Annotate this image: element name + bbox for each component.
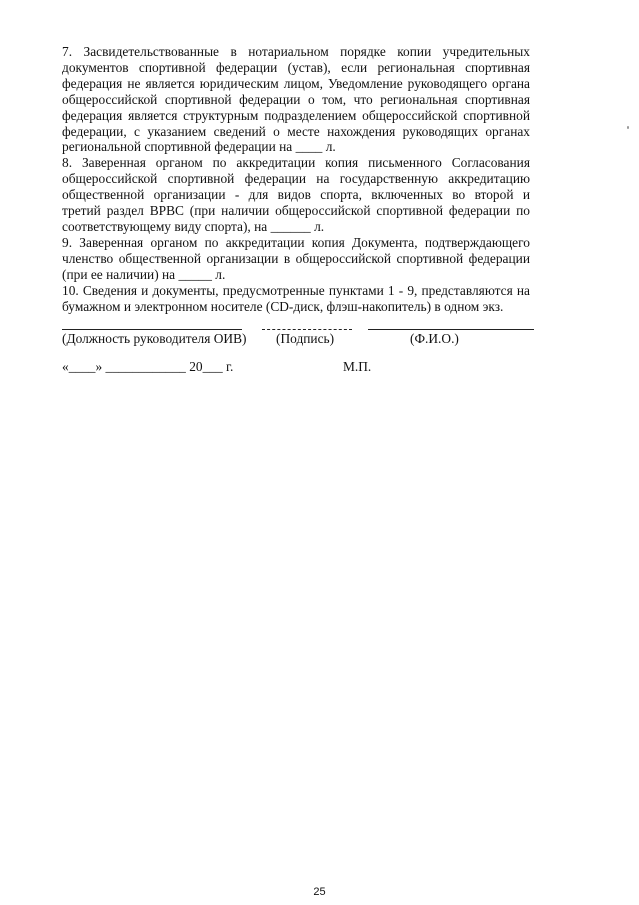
paragraph-10: [62, 283, 530, 315]
paragraph-line: общероссийской спортивной федерации на государственную аккредитацию: [62, 171, 530, 187]
paragraph-line: федерации, с указанием сведений о месте нахождения руководящих органах: [62, 123, 530, 139]
date-line: «____» ____________ 20___ г.: [62, 359, 234, 374]
paragraph-line: бумажном и электронном носителе (CD-диск, флэш-накопитель) в одном экз.: [62, 298, 504, 314]
position-signature-rule: [62, 329, 242, 330]
paragraph-line: федерация является структурным подразделением общероссийской спортивной: [62, 107, 530, 123]
paragraph-line: соответствующему виду спорта), на ______ л.: [62, 218, 325, 234]
paragraph-line: (при ее наличии) на _____ л.: [62, 266, 226, 282]
name-signature-rule: [368, 329, 534, 330]
signature-label: (Подпись): [276, 331, 335, 346]
paragraph-line: документов спортивной федерации (устав), если региональная спортивная: [62, 59, 530, 75]
name-label: (Ф.И.О.): [410, 331, 459, 346]
paragraph-line: 10. Сведения и документы, предусмотренные пунктами 1 - 9, представляются на: [62, 282, 530, 298]
paragraph-line: 9. Заверенная органом по аккредитации копия Документа, подтверждающего: [62, 234, 530, 250]
paragraph-line: федерация не является юридическим лицом, Уведомление руководящего органа: [62, 75, 530, 91]
paragraph-line: членство общественной организации в общероссийской спортивной федерации: [62, 250, 530, 266]
paragraph-9: [62, 235, 530, 283]
paragraph-line: 8. Заверенная органом по аккредитации копия письменного Согласования: [62, 155, 530, 171]
position-label: (Должность руководителя ОИВ): [62, 331, 247, 346]
paragraph-8: [62, 155, 530, 235]
signature-rule: [262, 329, 352, 330]
page-number: 25: [313, 886, 326, 898]
paragraph-7: [62, 44, 530, 155]
document-body: [62, 44, 530, 314]
paragraph-line: общероссийской спортивной федерации о том, что региональная спортивная: [62, 91, 530, 107]
paragraph-line: третий раздел ВРВС (при наличии общероссийской спортивной федерации по: [62, 203, 530, 219]
stamp-label: М.П.: [343, 359, 372, 374]
paragraph-line: общественной организации - для видов спорта, включенных во второй и: [62, 187, 530, 203]
paragraph-line: 7. Засвидетельствованные в нотариальном порядке копии учредительных: [62, 44, 530, 59]
paragraph-line: региональной спортивной федерации на ____ л.: [62, 139, 336, 155]
scan-mark: [627, 126, 629, 129]
